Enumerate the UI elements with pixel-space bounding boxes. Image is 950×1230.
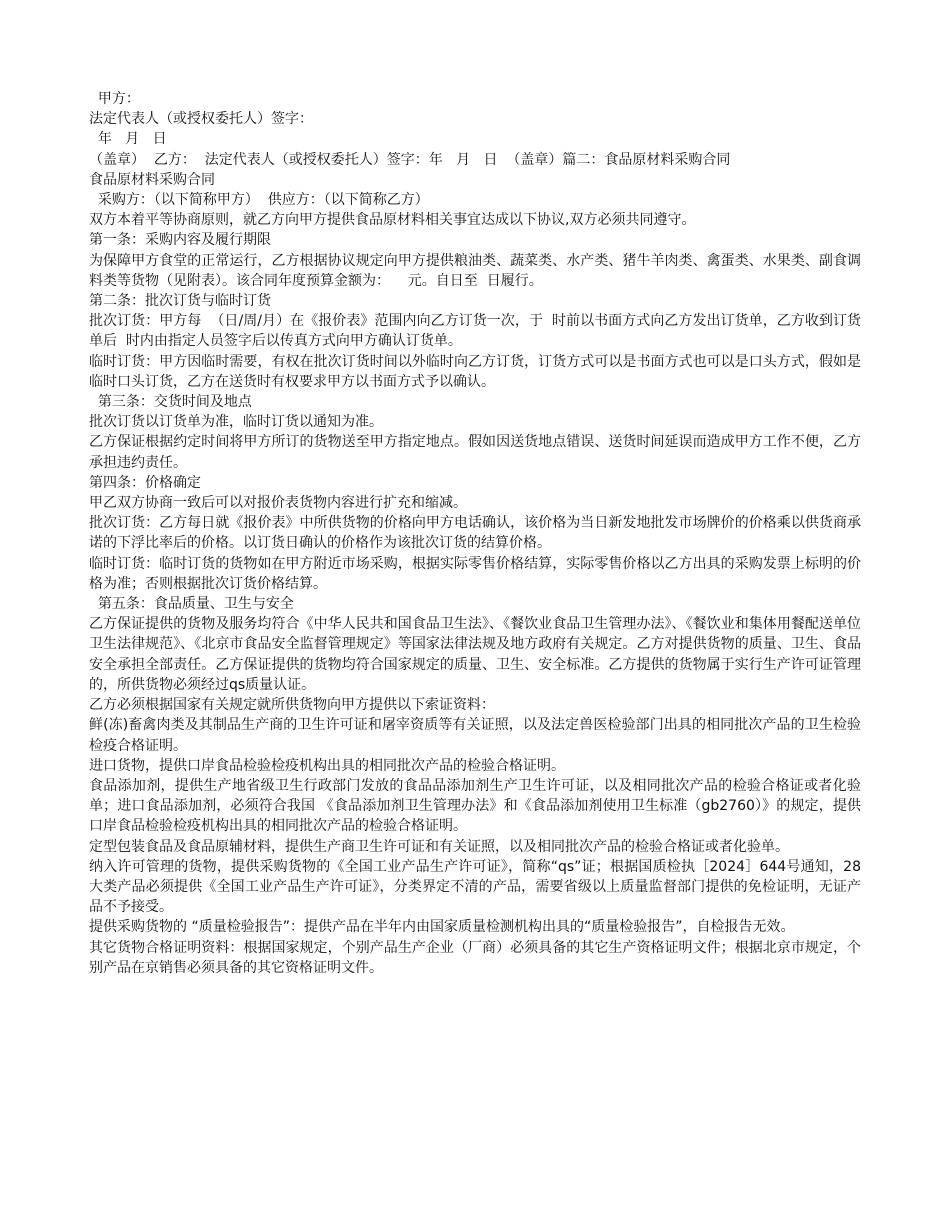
paragraph: （盖章） 乙方： 法定代表人（或授权委托人）签字：年 月 日 （盖章）篇二：食品原材料采购合同 [89,151,731,168]
paragraph: 批次订货以订货单为准，临时订货以通知为准。 [89,414,383,431]
paragraph: 甲乙双方协商一致后可以对报价表货物内容进行扩充和缩减。 [89,495,467,512]
paragraph: 纳入许可管理的货物，提供采购货物的《全国工业产品生产许可证》，简称“qs”证；根据国质检执［2024］644号通知，28大类产品必须提供《全国工业产品生产许可证》，分类界定不清的产品，需要省级以上质量监督部门提供的免检证明，无证产品不予接受。 [89,858,861,916]
paragraph: 提供采购货物的 “质量检验报告”：提供产品在半年内由国家质量检测机构出具的“质量检验报告”，自检报告无效。 [89,919,795,936]
paragraph: 法定代表人（或授权委托人）签字： [89,111,313,128]
article-heading: 第四条：价格确定 [89,474,201,491]
paragraph: 乙方保证提供的货物及服务均符合《中华人民共和国食品卫生法》、《餐饮业食品卫生管理办法》、《餐饮业和集体用餐配送单位卫生法律规范》、《北京市食品安全监督管理规定》等国家法律法规及地方政府有关规定。乙方对提供货物的质量、卫生、食品安全承担全部责任。乙方保证提供的货物均符合国家规定的质量、卫生、安全标准。乙方提供的货物属于实行生产许可证管理的，所供货物必须经过qs质量认证。 [89,616,861,693]
paragraph: 定型包装食品及食品原辅材料，提供生产商卫生许可证和有关证照，以及相同批次产品的检验合格证或者化验单。 [89,838,789,855]
paragraph: 进口货物，提供口岸食品检验检疫机构出具的相同批次产品的检验合格证明。 [89,757,565,774]
paragraph: 临时订货：甲方因临时需要，有权在批次订货时间以外临时向乙方订货，订货方式可以是书面方式也可以是口头方式，假如是临时口头订货，乙方在送货时有权要求甲方以书面方式予以确认。 [89,353,861,390]
article-heading: 第一条：采购内容及履行期限 [89,232,271,249]
paragraph: 批次订货：甲方每 （日/周/月）在《报价表》范围内向乙方订货一次，于 时前以书面方式向乙方发出订货单，乙方收到订货单后 时内由指定人员签字后以传真方式向甲方确认订货单。 [89,313,861,350]
paragraph: 其它货物合格证明资料：根据国家规定，个别产品生产企业（厂商）必须具备的其它生产资格证明文件；根据北京市规定，个别产品在京销售必须具备的其它资格证明文件。 [89,939,861,976]
paragraph: 采购方：（以下简称甲方） 供应方：（以下简称乙方） [89,192,429,209]
paragraph: 食品添加剂，提供生产地省级卫生行政部门发放的食品品添加剂生产卫生许可证，以及相同批次产品的检验合格证或者化验单；进口食品添加剂，必须符合我国 《食品添加剂卫生管理办法》和《食品添加剂使用卫生标准（gb2760）》的规定，提供口岸食品检验检疫机构出具的相同批次产品的检验合格证明。 [89,777,861,835]
article-heading: 第三条：交货时间及地点 [89,394,252,411]
paragraph: 乙方保证根据约定时间将甲方所订的货物送至甲方指定地点。假如因送货地点错误、送货时间延误而造成甲方工作不便，乙方承担违约责任。 [89,434,861,471]
paragraph: 双方本着平等协商原则，就乙方向甲方提供食品原材料相关事宜达成以下协议,双方必须共同遵守。 [89,212,696,229]
paragraph: 乙方必须根据国家有关规定就所供货物向甲方提供以下索证资料： [89,697,495,714]
article-heading: 第五条：食品质量、卫生与安全 [89,596,294,613]
document-body [89,89,861,978]
paragraph: 批次订货：乙方每日就《报价表》中所供货物的价格向甲方电话确认，该价格为当日新发地批发市场牌价的价格乘以供货商承诺的下浮比率后的价格。以订货日确认的价格作为该批次订货的结算价格。 [89,515,861,552]
paragraph: 鲜(冻)畜禽肉类及其制品生产商的卫生许可证和屠宰资质等有关证照，以及法定兽医检验部门出具的相同批次产品的卫生检验检疫合格证明。 [89,717,861,754]
section-title: 食品原材料采购合同 [89,171,215,188]
paragraph: 临时订货：临时订货的货物如在甲方附近市场采购，根据实际零售价格结算，实际零售价格以乙方出具的采购发票上标明的价格为准；否则根据批次订货价格结算。 [89,555,861,592]
article-heading: 第二条：批次订货与临时订货 [89,293,271,310]
paragraph: 甲方： [89,91,140,107]
paragraph: 年 月 日 [89,131,167,148]
paragraph: 为保障甲方食堂的正常运行，乙方根据协议规定向甲方提供粮油类、蔬菜类、水产类、猪牛羊肉类、禽蛋类、水果类、副食调料类等货物（见附表）。该合同年度预算金额为： 元。自日至 日履行。 [89,252,861,289]
